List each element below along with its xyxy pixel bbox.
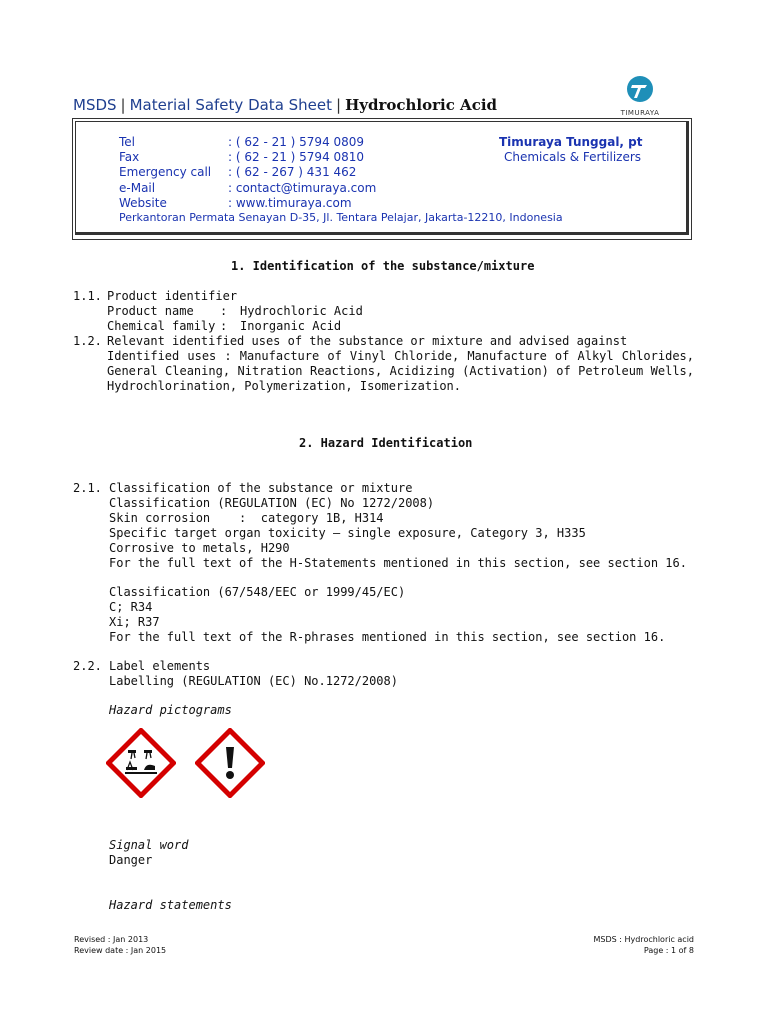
footer-review-date: Review date : Jan 2015 <box>74 946 167 955</box>
signal-word: Danger <box>109 853 153 867</box>
section-2-1-number: 2.1. <box>73 481 102 495</box>
company-name: Timuraya Tunggal, pt <box>499 135 643 149</box>
timuraya-logo <box>610 74 670 117</box>
product-name-label: Product name <box>107 304 194 318</box>
hazard-statements-label: Hazard statements <box>109 898 232 912</box>
emergency-value: : ( 62 - 267 ) 431 462 <box>228 165 357 179</box>
website-value[interactable]: : www.timuraya.com <box>228 196 352 210</box>
footer-doc: MSDS : Hydrochloric acid <box>593 935 694 944</box>
corrosive-to-metals: Corrosive to metals, H290 <box>109 541 290 555</box>
footer-revised: Revised : Jan 2013 <box>74 935 149 944</box>
h-statements-note: For the full text of the H-Statements mentioned in this section, see section 16. <box>109 556 687 570</box>
chemical-family-colon: : <box>220 319 228 333</box>
section-2-heading: 2. Hazard Identification <box>299 436 473 450</box>
section-1-1-number: 1.1. <box>73 289 102 303</box>
company-subtitle: Chemicals & Fertilizers <box>504 150 642 164</box>
chemical-family-label: Chemical family <box>107 319 216 333</box>
skin-corrosion: Skin corrosion : category 1B, H314 <box>109 511 384 525</box>
timuraya-logo-icon <box>625 74 655 104</box>
label-elements: Label elements <box>109 659 211 673</box>
fax-label: Fax <box>119 150 140 164</box>
tel-value: : ( 62 - 21 ) 5794 0809 <box>228 135 365 149</box>
emergency-label: Emergency call <box>119 165 212 179</box>
exclamation-pictogram-icon <box>195 728 265 798</box>
footer-page: Page : 1 of 8 <box>643 946 694 955</box>
corrosion-pictogram-icon <box>106 728 176 798</box>
classification-heading: Classification of the substance or mixture <box>109 481 413 495</box>
document-header: MSDS | Material Safety Data Sheet | Hydrochloric Acid <box>73 96 498 114</box>
section-1-2-number: 1.2. <box>73 334 102 348</box>
email-value[interactable]: : contact@timuraya.com <box>228 181 377 195</box>
fax-value: : ( 62 - 21 ) 5794 0810 <box>228 150 365 164</box>
email-label: e-Mail <box>119 181 156 195</box>
product-title: Hydrochloric Acid <box>345 96 498 114</box>
xi-r37: Xi; R37 <box>109 615 160 629</box>
product-identifier-label: Product identifier <box>107 289 238 303</box>
logo-label: TIMURAYA <box>620 109 660 117</box>
doc-code: MSDS <box>73 96 117 114</box>
r-phrases-note: For the full text of the R-phrases mentioned in this section, see section 16. <box>109 630 666 644</box>
uses-heading: Relevant identified uses of the substance or mixture and advised against <box>107 334 628 348</box>
contact-box <box>72 118 692 240</box>
c-r34: C; R34 <box>109 600 153 614</box>
signal-word-label: Signal word <box>109 838 189 852</box>
identified-uses: Identified uses : Manufacture of Vinyl Chloride, Manufacture of Alkyl Chlorides, General Cleaning, Nitration Reactions, Acidizing (Activation) of Petroleum Wells, Hydrochlorination, Polymerization, Isomerization. <box>107 349 694 393</box>
hazard-pictograms-label: Hazard pictograms <box>109 703 232 717</box>
tel-label: Tel <box>119 135 136 149</box>
classification-regulation: Classification (REGULATION (EC) No 1272/2008) <box>109 496 435 510</box>
website-label: Website <box>119 196 167 210</box>
address: Perkantoran Permata Senayan D-35, Jl. Tentara Pelajar, Jakarta-12210, Indonesia <box>119 211 563 224</box>
product-name-colon: : <box>220 304 228 318</box>
labelling-regulation: Labelling (REGULATION (EC) No.1272/2008) <box>109 674 398 688</box>
stot-classification: Specific target organ toxicity – single exposure, Category 3, H335 <box>109 526 586 540</box>
product-name-value: Hydrochloric Acid <box>240 304 363 318</box>
doc-title: Material Safety Data Sheet <box>129 96 333 114</box>
section-1-heading: 1. Identification of the substance/mixture <box>231 259 535 273</box>
section-2-2-number: 2.2. <box>73 659 102 673</box>
chemical-family-value: Inorganic Acid <box>240 319 342 333</box>
classification-old: Classification (67/548/EEC or 1999/45/EC) <box>109 585 406 599</box>
